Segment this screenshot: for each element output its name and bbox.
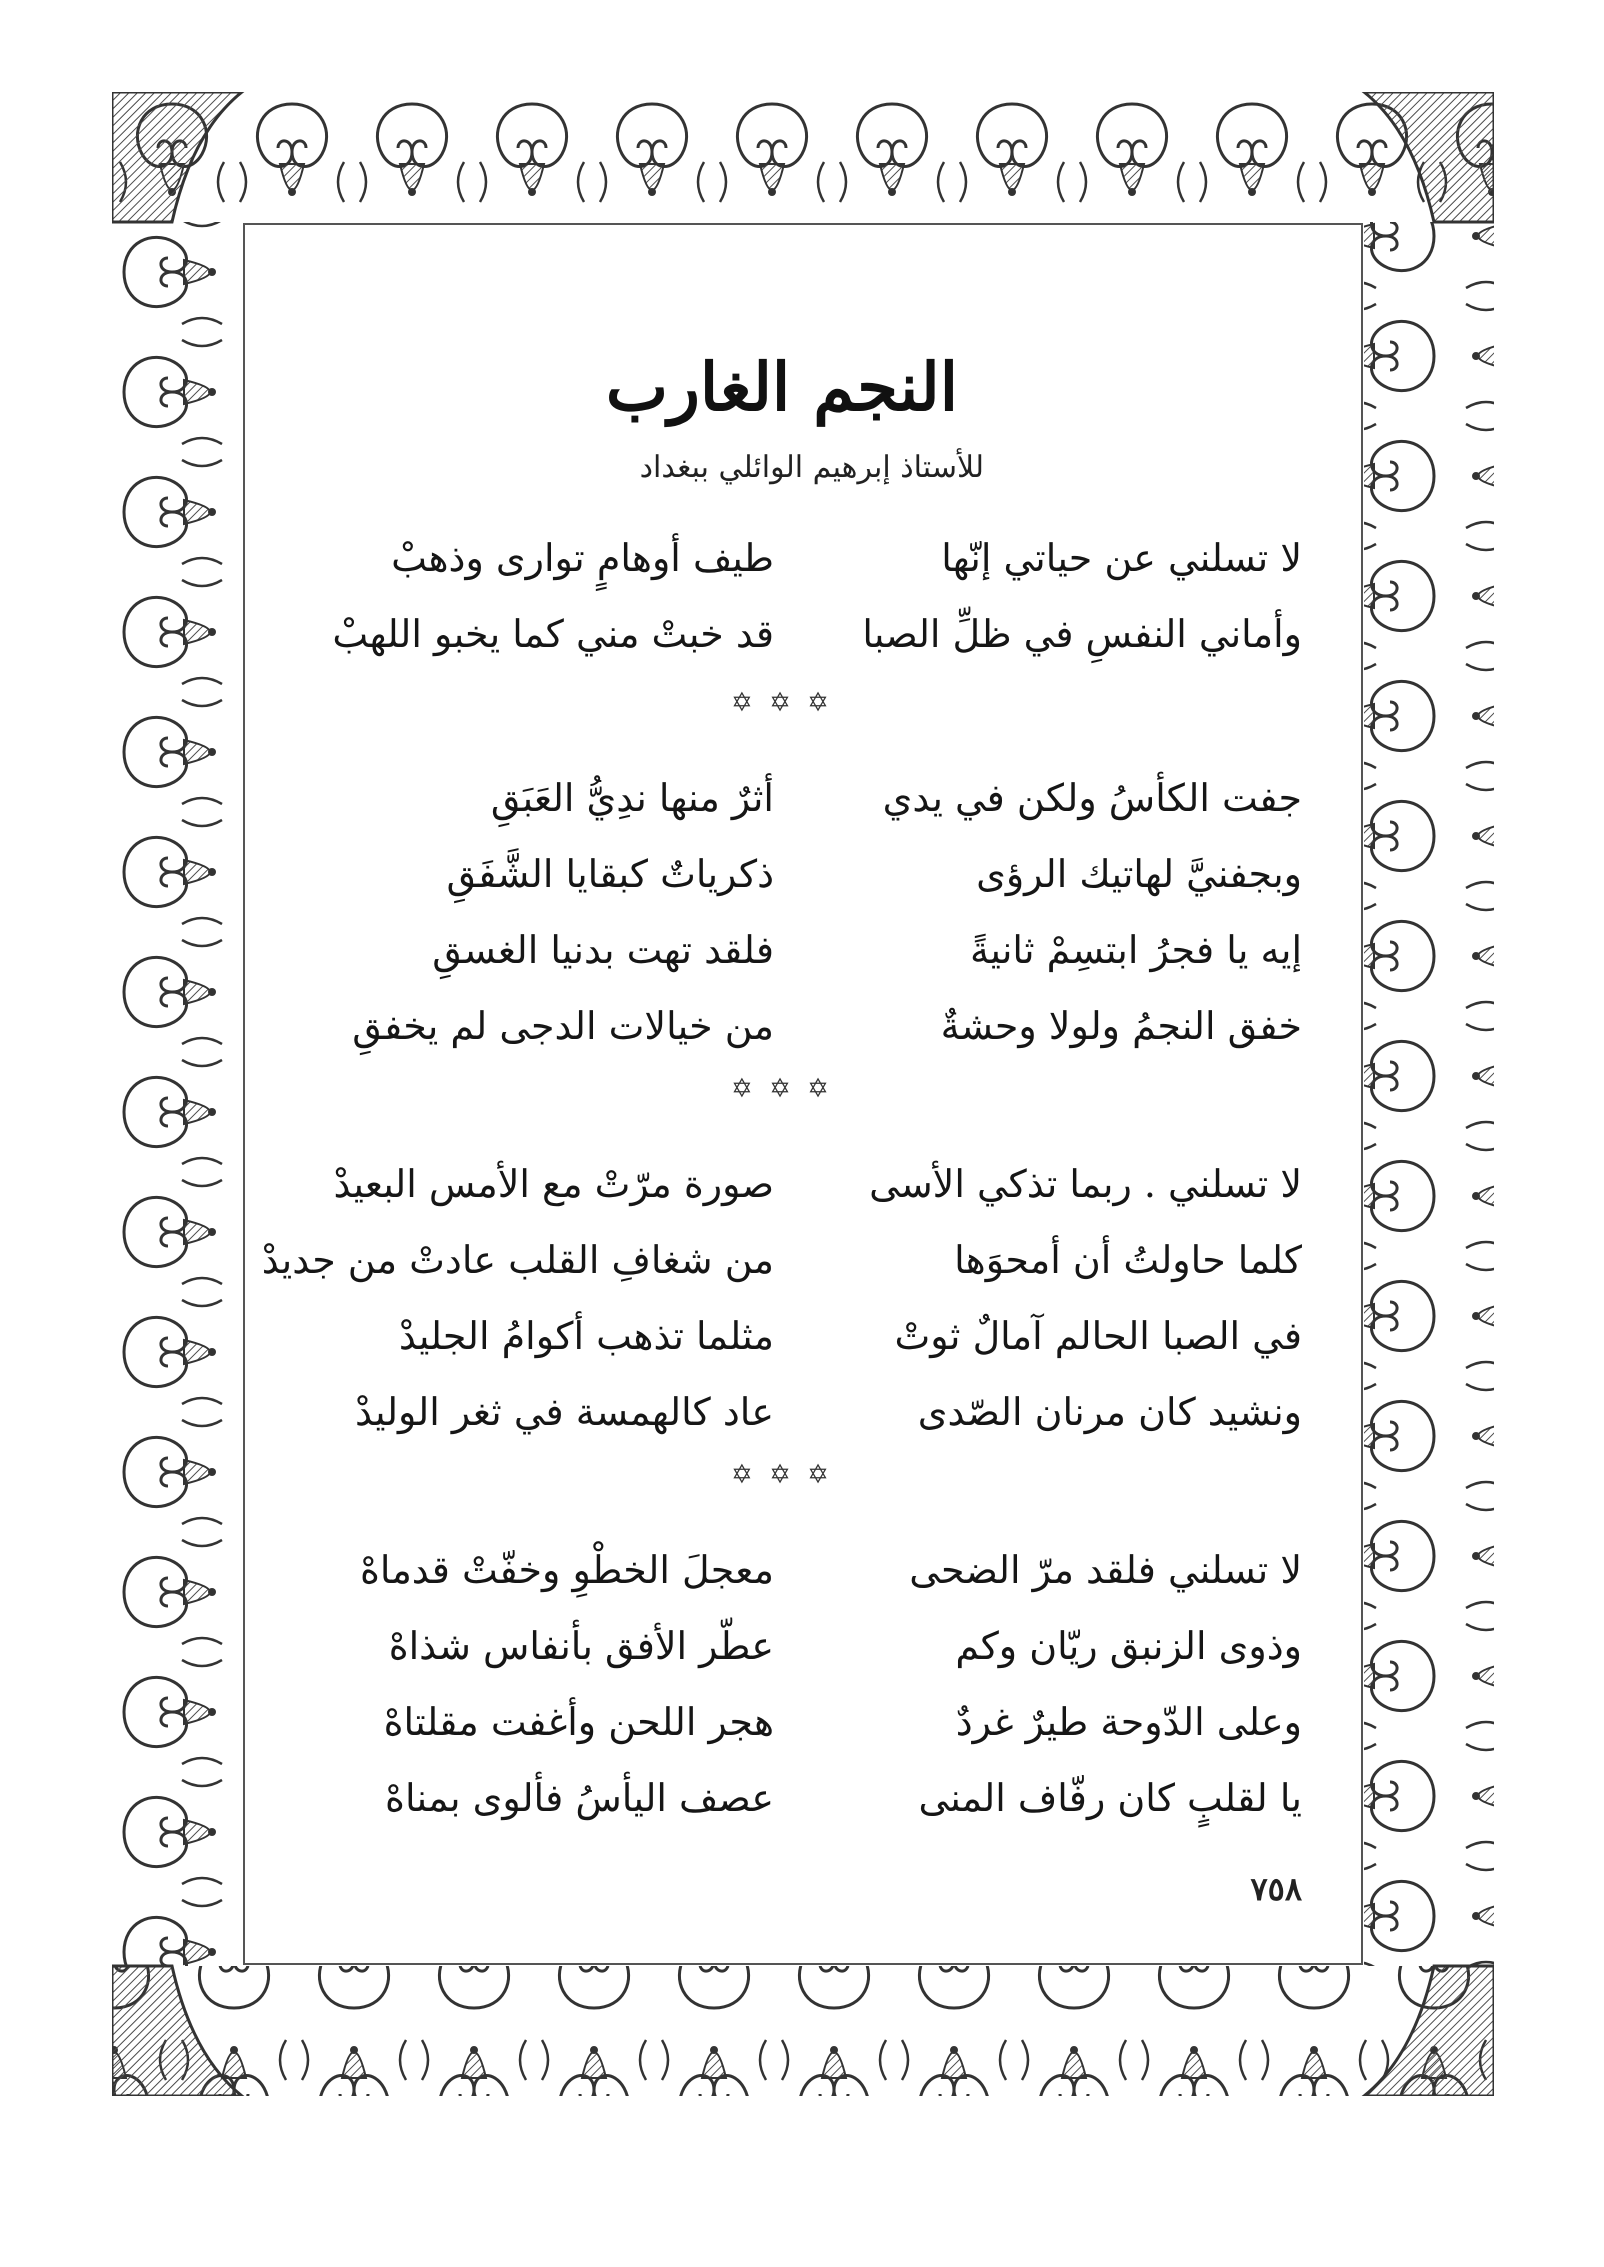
verse-first-hemistich: لا تسلني . ربما تذكي الأسى <box>869 1162 1302 1206</box>
verse-second-hemistich: معجلَ الخطْوِ وخفّتْ قدماهْ <box>359 1548 774 1592</box>
stanza-2 <box>262 760 1302 1064</box>
page-number: ٧٥٨ <box>1250 1870 1302 1908</box>
verse-first-hemistich: جفت الكأسُ ولكن في يدي <box>882 776 1302 820</box>
verse-first-hemistich: إيه يا فجرُ ابتسِمْ ثانيةً <box>970 928 1302 972</box>
verse <box>262 1146 1302 1222</box>
verse-first-hemistich: خفق النجمُ ولولا وحشةٌ <box>940 1004 1302 1048</box>
verse-first-hemistich: ونشيد كان مرنان الصّدى <box>917 1390 1302 1434</box>
verse <box>262 1222 1302 1298</box>
verse <box>262 836 1302 912</box>
verse <box>262 912 1302 988</box>
verse-second-hemistich: مثلما تذهب أكوامُ الجليدْ <box>398 1314 774 1358</box>
poem-page <box>262 330 1302 2010</box>
verse <box>262 1532 1302 1608</box>
stanza-separator <box>262 1460 1302 1520</box>
star-ornament: ✡ ✡ ✡ <box>731 1460 833 1490</box>
verse-second-hemistich: طيف أوهامٍ توارى وذهبْ <box>391 536 774 580</box>
stanza-1 <box>262 520 1302 672</box>
poem-title: النجم الغارب <box>605 348 959 426</box>
verse-first-hemistich: لا تسلني فلقد مرّ الضحى <box>909 1548 1302 1592</box>
verse-second-hemistich: صورة مرّتْ مع الأمس البعيدْ <box>333 1162 774 1206</box>
verse <box>262 520 1302 596</box>
star-ornament: ✡ ✡ ✡ <box>731 1074 833 1104</box>
verse <box>262 1608 1302 1684</box>
verse-first-hemistich: في الصبا الحالم آمالٌ ثوتْ <box>894 1314 1302 1358</box>
verse <box>262 1298 1302 1374</box>
verse-second-hemistich: من شغافِ القلب عادتْ من جديدْ <box>261 1238 774 1282</box>
verse-second-hemistich: قد خبتْ مني كما يخبو اللهبْ <box>332 612 774 656</box>
verse-first-hemistich: وعلى الدّوحة طيرٌ غردٌ <box>955 1700 1302 1744</box>
verse-second-hemistich: عطّر الأفق بأنفاس شذاهْ <box>388 1624 774 1668</box>
verse-second-hemistich: هجر اللحن وأغفت مقلتاهْ <box>383 1700 774 1744</box>
verse <box>262 596 1302 672</box>
stanza-3 <box>262 1146 1302 1450</box>
verse-first-hemistich: وبجفنيَّ لهاتيك الرؤى <box>976 852 1302 896</box>
verse <box>262 988 1302 1064</box>
star-ornament: ✡ ✡ ✡ <box>731 688 833 718</box>
verse-second-hemistich: فلقد تهت بدنيا الغسقِ <box>432 928 774 972</box>
verse-first-hemistich: وذوى الزنبق ريّان وكم <box>955 1624 1302 1668</box>
verse-first-hemistich: يا لقلبٍ كان رفّاف المنى <box>918 1776 1302 1820</box>
verse-second-hemistich: أثرٌ منها ندِيُّ العَبَقِ <box>490 776 774 820</box>
verse-second-hemistich: ذكرياتٌ كبقايا الشَّفَقِ <box>446 852 774 896</box>
stanza-separator <box>262 1074 1302 1134</box>
verse-second-hemistich: عصف اليأسُ فألوى بمناهْ <box>385 1776 774 1820</box>
stanza-4 <box>262 1532 1302 1836</box>
verse <box>262 1760 1302 1836</box>
verse <box>262 760 1302 836</box>
verse-first-hemistich: لا تسلني عن حياتي إنّها <box>941 536 1302 580</box>
verse <box>262 1374 1302 1450</box>
verse-second-hemistich: عاد كالهمسة في ثغر الوليدْ <box>355 1390 774 1434</box>
verse-first-hemistich: كلما حاولتُ أن أمحوَها <box>954 1238 1302 1282</box>
stanza-separator <box>262 688 1302 748</box>
verse-second-hemistich: من خيالات الدجى لم يخفقِ <box>352 1004 774 1048</box>
verse <box>262 1684 1302 1760</box>
verse-first-hemistich: وأماني النفسِ في ظلِّ الصبا <box>862 612 1302 656</box>
poem-byline: للأستاذ إبرهيم الوائلي ببغداد <box>639 450 984 485</box>
